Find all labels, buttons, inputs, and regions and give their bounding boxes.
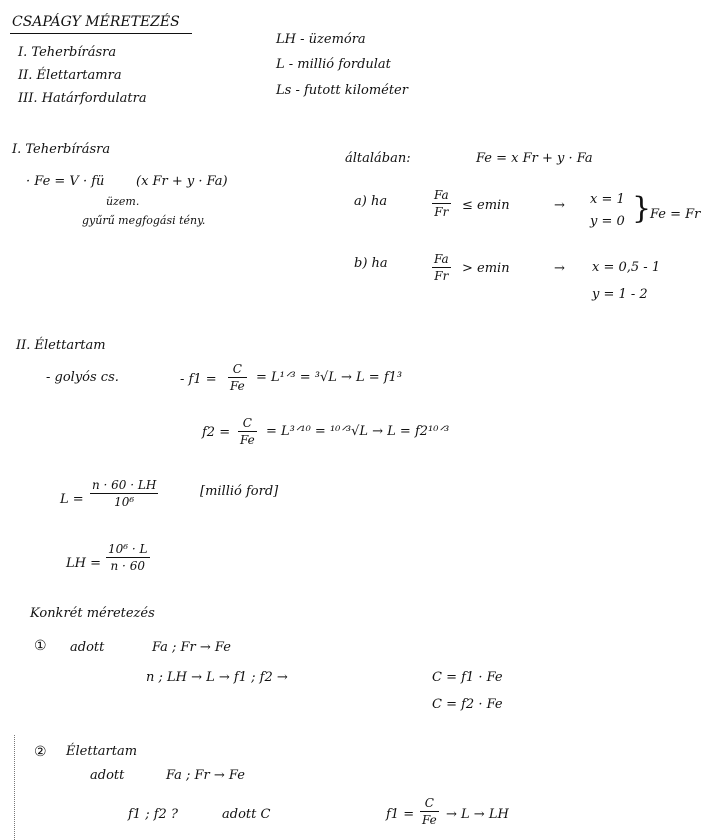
case-a-brace: } [632,191,652,226]
f2-rhs: = L³ᐟ¹⁰ = ¹⁰ᐟ³√L → L = f2¹⁰ᐟ³ [266,424,450,439]
fraction-numerator: C [232,362,242,376]
step-2-f1-fraction [420,796,439,827]
step-2-question: f1 ; f2 ? [128,807,178,822]
fraction-numerator: C [242,416,252,430]
case-a-result: Fe = Fr [650,207,701,222]
L-fraction [90,478,158,509]
L-lhs: L = [60,492,84,507]
step-2-tail: → L → LH [446,807,509,822]
legend-symbol: Ls [276,83,292,98]
fraction-bar [432,203,451,204]
step-1-c-formula-2: C = f2 · Fe [432,697,503,712]
fraction-denominator: 10⁶ [114,495,135,509]
gyuru-note: gyűrű megfogási tény. [82,214,206,227]
toc-item [18,68,122,84]
scan-margin-line [14,735,15,840]
f1-fraction [228,362,247,393]
case-a-label: a) ha [354,194,388,209]
general-formula: Fe = x Fr + y · Fa [476,151,593,166]
step-2-adott: adott [90,768,125,783]
step-1-line-2: n ; LH → L → f1 ; f2 → [146,670,288,685]
fraction-bar [106,557,150,558]
fraction-denominator: Fe [240,433,255,447]
step-2-number: ② [34,744,47,760]
fraction-numerator: 10⁶ · L [108,542,148,556]
step-2-f1-lhs: f1 = [386,807,415,822]
fraction-bar [228,377,247,378]
step-2-line-1: Fa ; Fr → Fe [166,768,245,783]
fraction-numerator: Fa [434,188,449,202]
fe-formula-left: · Fe = V · fü [26,174,105,189]
case-b-arrow: → [554,261,565,276]
section-1-title: I. Teherbírásra [12,142,111,157]
legend-item [276,83,408,99]
case-a-fraction [432,188,451,219]
case-b-x: x = 0,5 - 1 [592,260,661,275]
fraction-denominator: Fe [230,379,245,393]
fraction-denominator: n · 60 [110,559,145,573]
toc-item-num: II. [18,68,33,83]
f2-lhs: f2 = [202,425,231,440]
toc-item-num: III. [18,91,38,106]
step-1-number: ① [34,638,47,654]
LH-lhs: LH = [66,556,101,571]
step-1-line-1: Fa ; Fr → Fe [152,640,231,655]
legend-desc: - üzemóra [300,32,366,47]
fraction-bar [238,431,257,432]
legend-item [276,32,366,48]
f1-lhs: - f1 = [180,372,217,387]
case-b-label: b) ha [354,256,388,271]
case-a-x: x = 1 [590,192,625,207]
case-a-arrow: → [554,198,565,213]
golyos-label: - golyós cs. [46,370,119,385]
concrete-title: Konkrét méretezés [30,606,155,621]
legend-symbol: LH [276,32,296,47]
step-2-adott-c: adott C [222,807,271,822]
fraction-denominator: Fe [422,813,437,827]
fraction-numerator: n · 60 · LH [92,478,157,492]
case-a-y: y = 0 [590,214,625,229]
fraction-bar [420,811,439,812]
legend-desc: - millió fordulat [288,57,391,72]
general-label: általában: [345,151,411,166]
title-underline [10,33,192,34]
f2-fraction [238,416,257,447]
fraction-numerator: Fa [434,252,449,266]
LH-fraction [106,542,150,573]
step-1-c-formula-1: C = f1 · Fe [432,670,503,685]
f1-rhs: = L¹ᐟ³ = ³√L → L = f1³ [256,370,403,385]
uzem-note: üzem. [106,195,140,208]
toc-item [18,45,116,61]
fraction-bar [432,267,451,268]
fraction-denominator: Fr [434,205,449,219]
fraction-denominator: Fr [434,269,449,283]
fe-formula-paren: (x Fr + y · Fa) [136,174,228,189]
step-2-title: Élettartam [66,744,138,759]
fraction-numerator: C [424,796,434,810]
case-b-condition: > emin [462,261,510,276]
toc-item-label: Teherbírásra [31,45,117,60]
toc-item-label: Élettartamra [36,68,122,83]
step-1-adott: adott [70,640,105,655]
legend-item [276,57,391,73]
toc-item-num: I. [18,45,28,60]
toc-item [18,91,147,107]
document-title: CSAPÁGY MÉRETEZÉS [12,14,180,30]
case-b-y: y = 1 - 2 [592,287,648,302]
L-unit: [millió ford] [200,484,279,499]
case-a-condition: ≤ emin [462,198,510,213]
legend-desc: - futott kilométer [295,83,408,98]
case-b-fraction [432,252,451,283]
toc-item-label: Határfordulatra [41,91,147,106]
section-2-title: II. Élettartam [16,338,106,353]
fraction-bar [90,493,158,494]
legend-symbol: L [276,57,285,72]
